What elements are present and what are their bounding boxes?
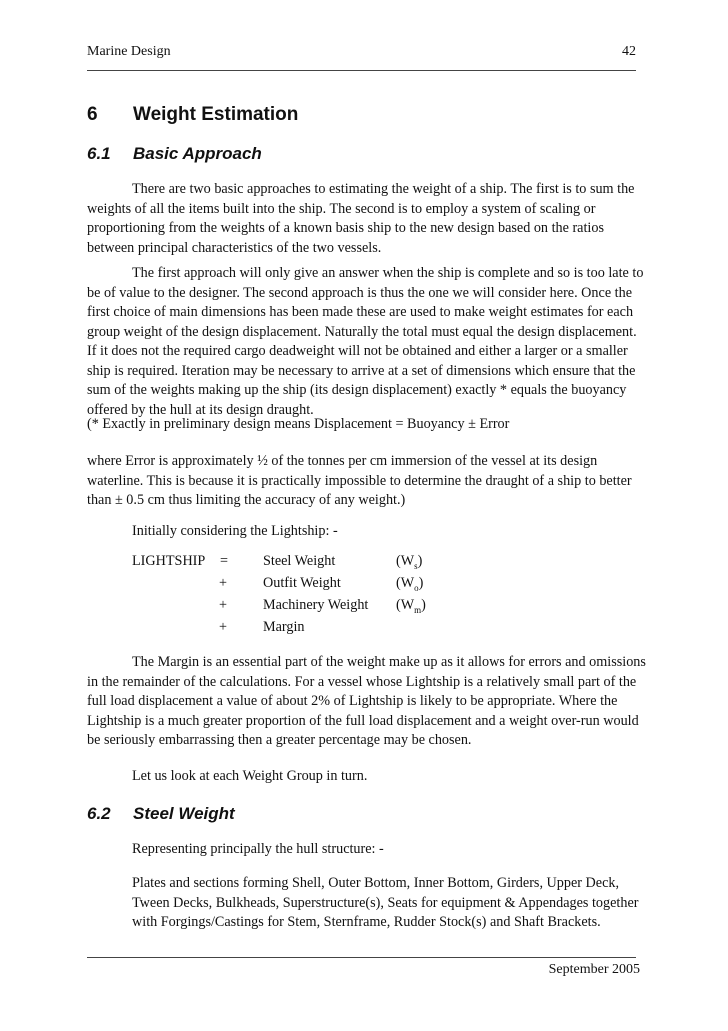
paragraph-6: The Margin is an essential part of the weight make up as it allows for errors and omissions in the remainder of the calculations. For a vessel whose Lightship is a relatively small part of the full load displacement a value of about 2% of Lightship is likely to be appropriate. Where the Lightship is a much greater proportion of the full load displacement and a weight over-run would be seriously embarrassing then a greater percentage may be chosen.: [87, 654, 646, 748]
equation-term-1: Steel Weight: [263, 553, 336, 569]
header-rule: [87, 70, 636, 71]
equation-symbol-1: $(W_s)$: [396, 553, 423, 571]
equation-op-1: =: [220, 553, 229, 569]
equation-term-3: Machinery Weight: [263, 597, 369, 613]
equation-term-2: Outfit Weight: [263, 575, 341, 591]
chapter-number: 6: [87, 104, 98, 125]
section-2-number: 6.2: [87, 804, 111, 823]
equation-op-2: +: [219, 575, 228, 591]
paragraph-7: Let us look at each Weight Group in turn.: [132, 768, 368, 784]
equation-op-3: +: [219, 597, 228, 613]
section-heading-2: [87, 804, 235, 824]
equation-symbol-3: $(W_m)$: [396, 597, 426, 615]
section-1-title: Basic Approach: [133, 144, 262, 163]
paragraph-9: Plates and sections forming Shell, Outer Bottom, Inner Bottom, Girders, Upper Deck, Tween Decks, Bulkheads, Superstructure(s), Seats for equipment & Appendages together with Forgings/Castings for Stem, Sternframe, Rudder Stock(s) and Shaft Brackets.: [132, 875, 639, 930]
header-page-number: 42: [622, 44, 636, 59]
paragraph-4: where Error is approximately ½ of the tonnes per cm immersion of the vessel at its design waterline. This is because it is practically impossible to determine the draught of a ship to better than ± 0.5 cm thus limiting the accuracy of any weight.): [87, 453, 632, 508]
equation-symbol-2: $(W_o)$: [396, 575, 424, 593]
page-header: [87, 44, 636, 60]
equation-op-4: +: [219, 619, 228, 635]
chapter-title: Weight Estimation: [133, 104, 299, 125]
paragraph-1: There are two basic approaches to estimating the weight of a ship. The first is to sum the weights of all the items built into the ship. The second is to employ a system of scaling or proportioning from the weights of a known basis ship to the new design based on the ratios between principal characteristics of the two vessels.: [87, 181, 635, 256]
section-1-number: 6.1: [87, 144, 111, 163]
chapter-heading: [87, 104, 298, 126]
paragraph-5: Initially considering the Lightship: -: [132, 523, 338, 539]
paragraph-3: (* Exactly in preliminary design means Displacement = Buoyancy ± Error: [87, 416, 510, 432]
footer-date: September 2005: [548, 962, 640, 977]
equation-term-4: Margin: [263, 619, 305, 635]
footer-rule: [87, 957, 636, 958]
paragraph-2: The first approach will only give an answer when the ship is complete and so is too late to be of value to the designer. The second approach is thus the one we will consider here. Once the first choice of main dimensions has been made these are used to make weight estimates for each group weight of the design displacement. Naturally the total must equal the design displacement. If it does not the required cargo deadweight will not be obtained and either a larger or a smaller ship is required. Iteration may be necessary to arrive at a set of dimensions which ensure that the sum of the weights making up the ship (its design displacement) exactly * equals the buoyancy offered by the hull at its design draught.: [87, 265, 644, 418]
section-heading-1: [87, 144, 262, 164]
section-2-title: Steel Weight: [133, 804, 235, 823]
header-title: Marine Design: [87, 44, 171, 59]
equation-lhs: LIGHTSHIP: [132, 553, 206, 569]
paragraph-8: Representing principally the hull structure: -: [132, 841, 384, 857]
